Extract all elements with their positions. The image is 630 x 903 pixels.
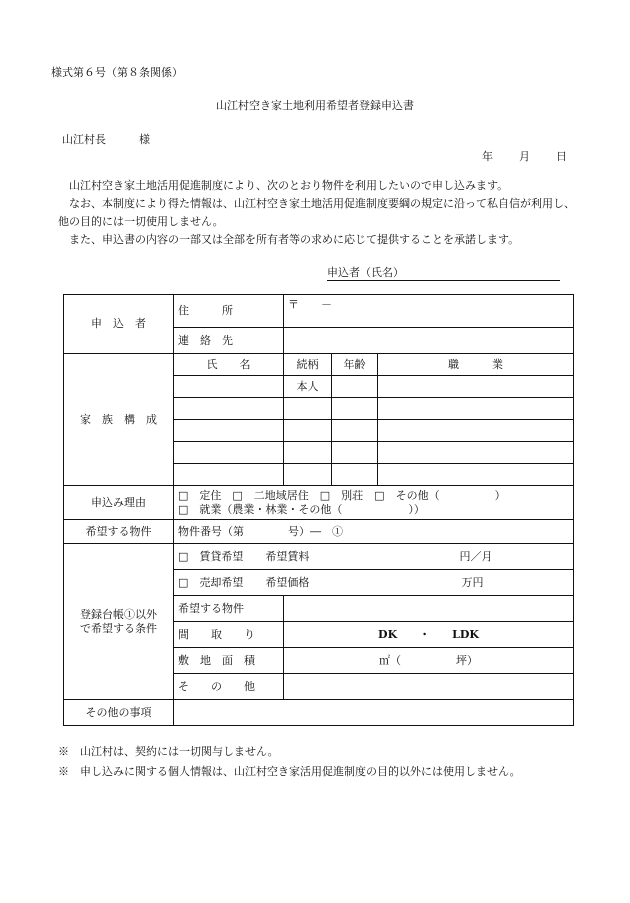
form-number: 様式第６号（第８条関係） (51, 66, 183, 79)
rent-option[interactable] (174, 544, 574, 570)
paragraph-1: 山江村空き家土地活用促進制度により、次のとおり物件を利用したいので申し込みます。 (69, 179, 509, 192)
family-job-cell[interactable] (378, 420, 574, 442)
sale-option[interactable] (174, 570, 574, 596)
family-header-age: 年齢 (332, 354, 378, 376)
floor-plan-label: 間 取 り (174, 622, 284, 648)
reason-options[interactable] (174, 486, 574, 520)
family-age-cell[interactable] (332, 464, 378, 486)
rent-text: □ 賃貸希望 希望賃料 (178, 549, 310, 563)
family-name-cell[interactable] (174, 376, 284, 398)
rent-unit: 円／月 (459, 549, 493, 563)
sale-unit: 万円 (461, 575, 484, 589)
lot-area-label: 敷 地 面 積 (174, 648, 284, 674)
conditions-label (64, 544, 174, 700)
applicant-name-label: 申込者（氏名） (327, 266, 404, 279)
applicant-label: 申 込 者 (64, 295, 174, 354)
lot-area-field[interactable]: ㎡（ 坪） (284, 648, 574, 674)
family-age-cell[interactable] (332, 442, 378, 464)
family-name-cell[interactable] (174, 442, 284, 464)
family-relation-cell[interactable] (284, 420, 332, 442)
family-job-cell[interactable] (378, 464, 574, 486)
note-2: ※ 申し込みに関する個人情報は、山江村空き家活用促進制度の目的以外には使用しません。 (58, 765, 521, 778)
date-month: 月 (519, 150, 530, 163)
date-day: 日 (556, 150, 567, 163)
conditions-label-line-1: 登録台帳①以外 (80, 607, 157, 621)
family-header-name: 氏 名 (174, 354, 284, 376)
conditions-label-line-2: で希望する条件 (80, 621, 157, 635)
family-job-cell[interactable] (378, 376, 574, 398)
document-title: 山江村空き家土地利用希望者登録申込書 (216, 99, 414, 112)
note-1: ※ 山江村は、契約には一切関与しません。 (58, 745, 279, 758)
family-name-cell[interactable] (174, 398, 284, 420)
application-table (63, 294, 574, 726)
contact-label: 連 絡 先 (174, 328, 284, 354)
other-condition-field[interactable] (284, 674, 574, 700)
family-job-cell[interactable] (378, 442, 574, 464)
family-header-relation: 続柄 (284, 354, 332, 376)
property-number-field[interactable]: 物件番号（第 号）― ① (174, 520, 574, 544)
misc-label: その他の事項 (64, 700, 174, 726)
family-age-cell[interactable] (332, 376, 378, 398)
family-name-cell[interactable] (174, 420, 284, 442)
address-field[interactable] (284, 295, 574, 328)
address-label (174, 295, 284, 328)
wanted-property-field[interactable] (284, 596, 574, 622)
postal-mark: 〒 － (288, 298, 332, 311)
contact-field[interactable] (284, 328, 574, 354)
family-label: 家 族 構 成 (64, 354, 174, 486)
paragraph-3: また、申込書の内容の一部又は全部を所有者等の求めに応じて提供することを承諾します。 (69, 233, 520, 246)
family-age-cell[interactable] (332, 420, 378, 442)
addressee: 山江村長 様 (62, 133, 150, 146)
notes (58, 742, 521, 782)
family-header-job: 職 業 (378, 354, 574, 376)
wanted-property-label: 希望する物件 (174, 596, 284, 622)
family-relation-cell[interactable] (284, 398, 332, 420)
family-job-cell[interactable] (378, 398, 574, 420)
reason-line-1[interactable]: □ 定住 □ 二地域居住 □ 別荘 □ その他（ ） (178, 488, 506, 502)
other-condition-label: そ の 他 (174, 674, 284, 700)
sale-text: □ 売却希望 希望価格 (178, 575, 310, 589)
address-text: 住 所 (178, 304, 233, 317)
family-age-cell[interactable] (332, 398, 378, 420)
family-relation-cell[interactable] (284, 442, 332, 464)
reason-label: 申込み理由 (64, 486, 174, 520)
family-relation-cell[interactable] (284, 464, 332, 486)
misc-field[interactable] (174, 700, 574, 726)
paragraph-2: なお、本制度により得た情報は、山江村空き家土地活用促進制度要綱の規定に沿って私自信が利用し、他の目的には一切使用しません。 (58, 197, 575, 228)
applicant-name-line[interactable] (327, 264, 560, 281)
property-label: 希望する物件 (64, 520, 174, 544)
reason-line-2[interactable]: □ 就業（農業・林業・その他（ ）） (178, 502, 425, 516)
family-relation-self: 本人 (284, 376, 332, 398)
date-year: 年 (482, 150, 493, 163)
family-name-cell[interactable] (174, 464, 284, 486)
floor-plan-field[interactable]: DK ・ LDK (284, 622, 574, 648)
